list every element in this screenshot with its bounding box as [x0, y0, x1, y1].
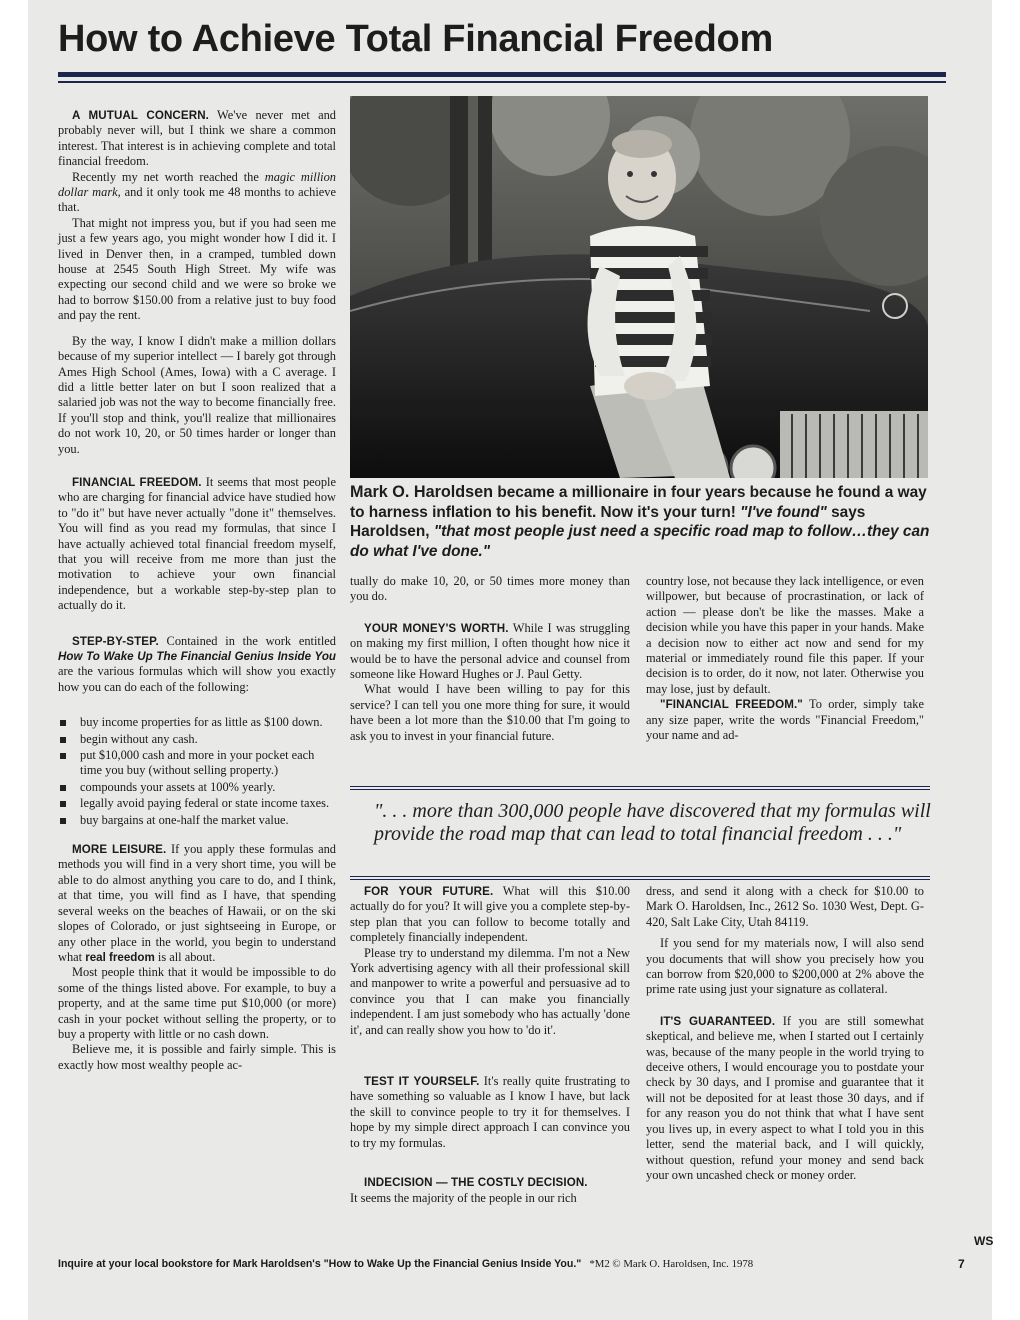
paragraph-indecision: It seems the majority of the people in our rich: [350, 1190, 577, 1205]
edition-code: WS: [974, 1234, 994, 1248]
paragraph-impress: That might not impress you, but if you had seen me just a few years ago, you might wonder how I did it. I lived in Denver then, in a cramped, tumbled down house at 2545 South High Street. My wife was expecting our second child and we were so broke we had to borrow $150.00 from a relative just to buy food and pay the rent.: [58, 215, 336, 323]
pullquote-rule-bottom: [350, 876, 930, 877]
list-item: buy bargains at one-half the market value.: [58, 813, 336, 828]
title-rule-thin: [58, 81, 946, 83]
page-number: 7: [958, 1257, 965, 1271]
list-item: buy income properties for as little as $100 down.: [58, 715, 336, 730]
subhead-test-it-yourself: TEST IT YOURSELF.: [364, 1075, 480, 1089]
page-title: How to Achieve Total Financial Freedom: [58, 18, 773, 60]
caption-name: Mark O. Haroldsen: [350, 483, 494, 501]
pullquote: ". . . more than 300,000 people have discovered that my formulas will provide the road map that can lead to total financial freedom . . .": [374, 800, 931, 845]
pullquote-rule-top-2: [350, 789, 930, 790]
column-3-upper: [646, 574, 924, 743]
paragraph-most-people: Most people think that it would be impossible to do some of the things listed above. For example, to buy a property, and at the same time put $10,000 (or more) cash in your pocket without selling the property, or to buy a property with little or no cash down.: [58, 965, 336, 1041]
benefit-list: [58, 715, 336, 828]
footer-bookstore-text: Inquire at your local bookstore for Mark Haroldsen's "How to Wake Up the Financial Genius Inside You.": [58, 1258, 582, 1270]
photo-haroldsen-with-car: [350, 96, 928, 478]
paragraph-what: What would I have been willing to pay for this service? I can tell you one more thing for sure, it would have been a lot more than the $10.00 that I'm going to ask you to invest in your financial future.: [350, 682, 630, 743]
paragraph-continued: tually do make 10, 20, or 50 times more money than you do.: [350, 574, 630, 604]
paragraph-believe: Believe me, it is possible and fairly simple. This is exactly how most wealthy people ac-: [58, 1042, 336, 1072]
subhead-financial-freedom: FINANCIAL FREEDOM.: [72, 475, 202, 489]
paragraph-leisure: MORE LEISURE. If you apply these formulas and methods you will find in a very short time, you will be able to do almost anything you care to do, and I think, at that time, you will find as I have, that spending several weeks on the beaches of Hawaii, or on the ski slopes of Colorado, or just sightseeing in Europe, or any other place in the world, you begin to understand what real freedom is all about.: [58, 842, 336, 964]
list-item: legally avoid paying federal or state income taxes.: [58, 796, 336, 811]
subhead-indecision: INDECISION — THE COSTLY DECISION.: [364, 1176, 588, 1190]
list-item: put $10,000 cash and more in your pocket each time you buy (without selling property.): [58, 748, 336, 779]
paragraph-address: dress, and send it along with a check for $10.00 to Mark O. Haroldsen, Inc., 2612 So. 1030 West, Dept. G-420, Salt Lake City, Utah 84119.: [646, 884, 924, 929]
paragraph-test: TEST IT YOURSELF. It's really quite frustrating to have something so valuable as I know I have, but lack the skill to convince people to try it for themselves. I hope by my simple direct approach I can convince you to try my formulas.: [350, 1074, 630, 1150]
column-2-lower: [350, 884, 630, 1206]
paragraph-freedom: FINANCIAL FREEDOM. It seems that most people who are charging for financial advice have studied how to "do it" but have never actually "done it" themselves. You will find as you read my formulas, that since I have actually achieved total financial freedom myself, that you will receive from me more than just the motivation to achieve your own financial independence, but a workable step-by-step plan to actually do it.: [58, 474, 336, 613]
paragraph-worth: YOUR MONEY'S WORTH. While I was struggling on making my first million, I often thought how nice it would be to have the personal advice and counsel from someone like Howard Hughes or J. Paul Getty.: [350, 620, 631, 682]
paragraph-future: FOR YOUR FUTURE. What will this $10.00 actually do for you? It will give you a complete step-by-step plan that you can follow to become totally and completely financially independent.: [350, 884, 630, 945]
photo-illustration: [350, 96, 928, 478]
list-item: compounds your assets at 100% yearly.: [58, 780, 336, 795]
subhead-money-worth: YOUR MONEY'S WORTH.: [364, 621, 509, 635]
subhead-financial-freedom-order: "FINANCIAL FREEDOM.": [660, 698, 803, 712]
subhead-for-your-future: FOR YOUR FUTURE.: [364, 885, 494, 898]
subhead-step-by-step: STEP-BY-STEP.: [72, 634, 159, 648]
paragraph-order: "FINANCIAL FREEDOM." To order, simply take any size paper, write the words "Financial Freedom," your name and ad-: [646, 697, 924, 743]
column-1: [58, 108, 336, 1073]
paragraph-step: STEP-BY-STEP. Contained in the work entitled How To Wake Up The Financial Genius Inside You are the various formulas which will show you exactly how you can do each of the following:: [58, 633, 336, 694]
magazine-page: [28, 0, 992, 1320]
subhead-more-leisure: MORE LEISURE.: [72, 843, 167, 857]
paragraph-byway: By the way, I know I didn't make a million dollars because of my superior intellect — I barely got through Ames High School (Ames, Iowa) with a C average. I did a little better later on but I soon realized that a salaried job was not the way to become financially free. If you'll stop and think, you'll realize that millionaires do not work 10, 20, or 50 times harder or longer than you.: [58, 333, 336, 456]
paragraph-send: If you send for my materials now, I will also send you documents that will show you precisely how you can borrow from $20,000 to $200,000 at 2% above the prime rate using just your signature as collateral.: [646, 936, 924, 997]
footer-copyright: *M2 © Mark O. Haroldsen, Inc. 1978: [589, 1258, 754, 1270]
paragraph-dilemma: Please try to understand my dilemma. I'm not a New York advertising agency with all their professional skill and manpower to write a powerful and persuasive ad to convince you that I can make you financially independent. I am just somebody who has actually 'done it', and can really show you how to 'do it'.: [350, 945, 630, 1037]
footer-line: [58, 1258, 958, 1270]
column-3-lower: [646, 884, 924, 1183]
photo-caption: Mark O. Haroldsen became a millionaire in four years because he found a way to harness inflation to his benefit. Now it's your turn! "I've found" says Haroldsen, "that most people just need a specific road map to follow…they can do what I've done.": [350, 483, 930, 560]
list-item: begin without any cash.: [58, 732, 336, 747]
title-rule-thick: [58, 72, 946, 77]
paragraph-concern: A MUTUAL CONCERN. We've never met and probably never will, but I think we share a common interest. That interest is in achieving complete and total financial freedom.: [58, 108, 336, 169]
pullquote-rule-top: [350, 786, 930, 787]
paragraph-indecision-head: [350, 1175, 630, 1190]
subhead-guaranteed: IT'S GUARANTEED.: [660, 1014, 776, 1028]
subhead-mutual-concern: A MUTUAL CONCERN.: [72, 109, 209, 122]
paragraph-continued: country lose, not because they lack intelligence, or even willpower, but because of procrastination, or lack of action — please don't be like the masses. Make a decision while you have this paper in your hands. Make a decision now to either act now and send for my material or immediately round file this paper. If your decision is to order, do it now, not later. Otherwise you may lose, just by default.: [646, 574, 924, 696]
pullquote-rule-bottom-2: [350, 879, 930, 880]
paragraph-guaranteed: IT'S GUARANTEED. If you are still somewhat skeptical, and believe me, when I started out I certainly was, because of the many people in the world trying to deceive others, I would encourage you to postdate your check by 30 days, and I promise and guarantee that it will not be deposited for at least those 30 days, and if for any reason you do not think that what I have sent you lives up, in every aspect to what I told you in this letter, send the material back, and I will quickly, without question, refund your money and send back your own uncashed check or money order.: [646, 1013, 924, 1182]
paragraph-networth: Recently my net worth reached the magic million dollar mark, and it only took me 48 months to achieve that.: [58, 169, 337, 215]
column-2-upper: [350, 574, 630, 744]
